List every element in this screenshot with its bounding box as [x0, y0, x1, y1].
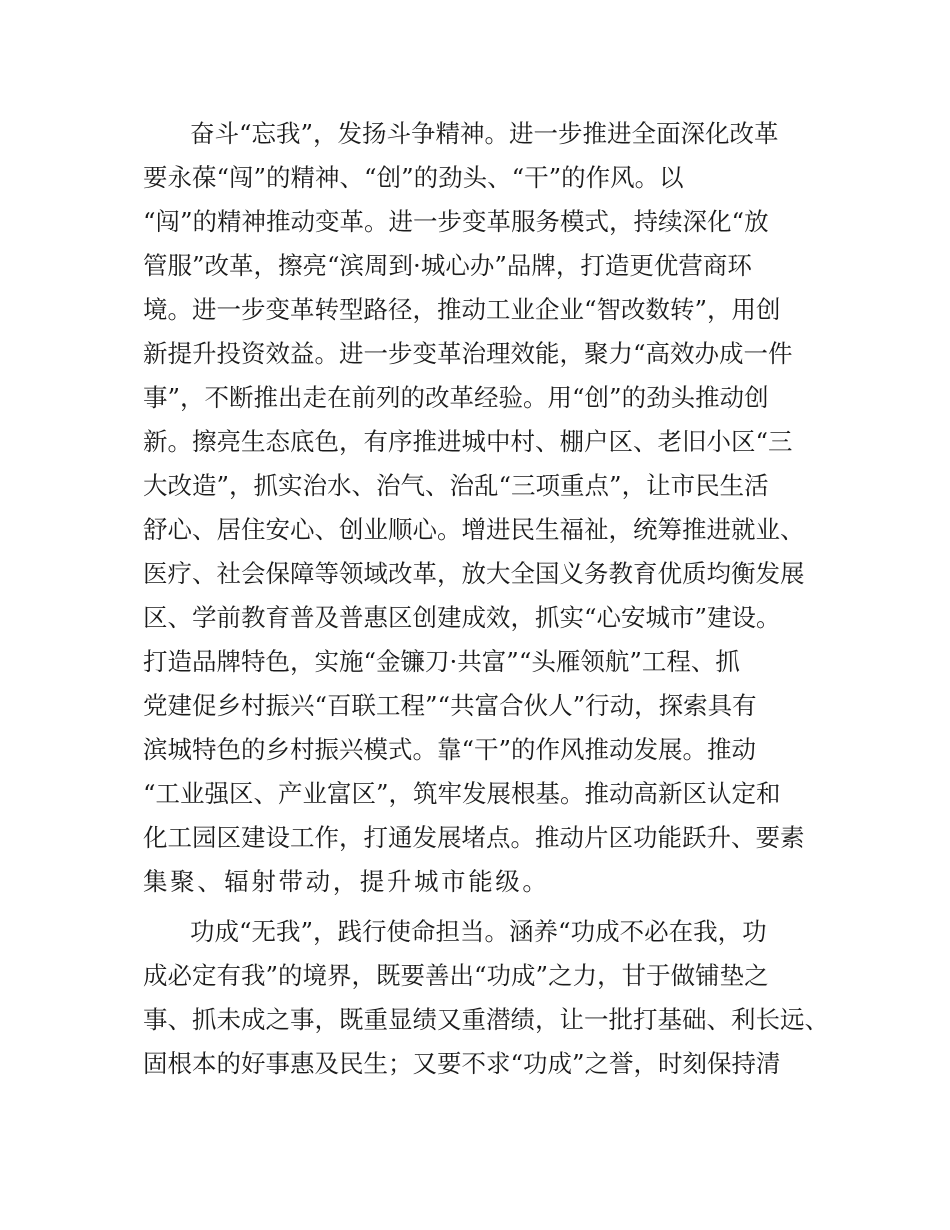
paragraph-1-line-8: 新。擦亮生态底色，有序推进城中村、棚户区、老旧小区“三: [143, 427, 793, 456]
paragraph-1-line-14: 党建促乡村振兴“百联工程”“共富合伙人”行动，探索具有: [143, 691, 757, 720]
paragraph-1-line-10: 舒心、居住安心、创业顺心。增进民生福祉，统筹推进就业、: [143, 515, 805, 544]
paragraph-1-line-7: 事”，不断推出走在前列的改革经验。用“创”的劲头推动创: [143, 383, 769, 412]
paragraph-1-line-11: 医疗、社会保障等领域改革，放大全国义务教育优质均衡发展: [143, 559, 805, 588]
paragraph-1-line-3: “闯”的精神推动变革。进一步变革服务模式，持续深化“放: [143, 207, 769, 236]
paragraph-1-line-5: 境。进一步变革转型路径，推动工业企业“智改数转”，用创: [143, 295, 781, 324]
paragraph-1-line-17: 化工园区建设工作，打通发展堵点。推动片区功能跃升、要素: [143, 823, 805, 852]
paragraph-1-line-1: 奋斗“忘我”，发扬斗争精神。进一步推进全面深化改革: [190, 119, 779, 148]
paragraph-2-line-3: 事、抓未成之事，既重显绩又重潜绩，让一批打基础、利长远、: [143, 1005, 829, 1034]
paragraph-1-line-16: “工业强区、产业富区”，筑牢发展根基。推动高新区认定和: [143, 779, 781, 808]
paragraph-1-line-15: 滨城特色的乡村振兴模式。靠“干”的作风推动发展。推动: [143, 735, 757, 764]
paragraph-2-line-4: 固根本的好事惠及民生；又要不求“功成”之誉，时刻保持清: [143, 1049, 781, 1078]
paragraph-2-line-2: 成必定有我”的境界，既要善出“功成”之力，甘于做铺垫之: [143, 961, 769, 990]
paragraph-2-line-1: 功成“无我”，践行使命担当。涵养“功成不必在我，功: [190, 917, 767, 946]
paragraph-1-line-9: 大改造”，抓实治水、治气、治乱“三项重点”，让市民生活: [143, 471, 769, 500]
paragraph-1-line-13: 打造品牌特色，实施“金镰刀·共富”“头雁领航”工程、抓: [143, 647, 740, 676]
paragraph-1-line-18: 集聚、辐射带动，提升城市能级。: [143, 867, 550, 896]
paragraph-1-line-6: 新提升投资效益。进一步变革治理效能，聚力“高效办成一件: [143, 339, 793, 368]
paragraph-1-line-12: 区、学前教育普及普惠区创建成效，抓实“心安城市”建设。: [143, 603, 781, 632]
paragraph-1-line-2: 要永葆“闯”的精神、“创”的劲头、“干”的作风。以: [143, 163, 684, 192]
paragraph-1-line-4: 管服”改革，擦亮“滨周到·城心办”品牌，打造更优营商环: [143, 251, 752, 280]
